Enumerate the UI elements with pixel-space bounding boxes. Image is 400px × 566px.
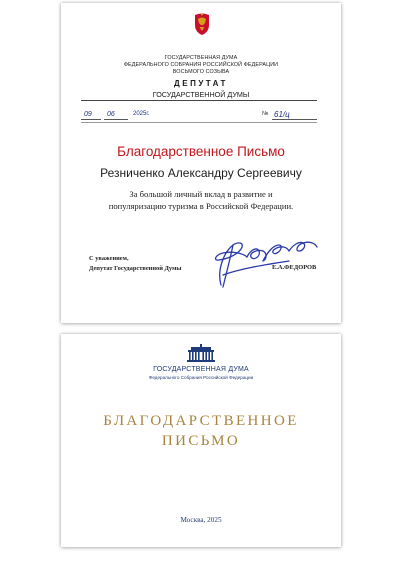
place-and-year: Москва, 2025	[180, 516, 222, 524]
header-divider	[81, 100, 317, 101]
date-day-blank	[81, 119, 101, 120]
signer-name: Е.А.ФЕДОРОВ	[272, 264, 317, 271]
deputy-title: ДЕПУТАТ	[174, 79, 228, 88]
recipient-name: Резниченко Александру Сергеевичу	[100, 166, 302, 180]
institution-subtitle: Федерального Собрания Российской Федерации	[148, 375, 254, 380]
coat-of-arms-emblem	[192, 12, 212, 36]
closing-block	[89, 254, 181, 274]
number-blank	[272, 119, 317, 120]
document-number: 61/ц	[274, 110, 290, 119]
number-prefix: №	[262, 111, 269, 117]
cover-title-line1: БЛАГОДАРСТВЕННОЕ	[103, 413, 299, 429]
org-federation-line: ФЕДЕРАЛЬНОГО СОБРАНИЯ РОССИЙСКОЙ ФЕДЕРАЦИИ	[123, 62, 279, 68]
date-year: 2025г.	[133, 111, 150, 117]
letter-body: За большой личный вклад в развитие и популяризацию туризма в Российской Федерации.	[108, 189, 294, 211]
cover-page	[61, 334, 341, 547]
date-divider	[81, 122, 317, 123]
cover-title-line2: ПИСЬМО	[161, 433, 241, 449]
institution-name: ГОСУДАРСТВЕННАЯ ДУМА	[153, 366, 249, 373]
date-number-row	[81, 111, 317, 121]
closing-position: Депутат Государственной Думы	[89, 265, 182, 272]
org-name-line: ГОСУДАРСТВЕННАЯ ДУМА	[164, 55, 238, 61]
date-day: 09	[84, 111, 92, 118]
duma-building-icon	[185, 344, 217, 363]
date-month: 06	[107, 111, 115, 118]
letter-title: Благодарственное Письмо	[117, 144, 285, 159]
org-convocation-line: ВОСЬМОГО СОЗЫВА	[172, 69, 230, 75]
handwritten-signature	[193, 231, 333, 291]
letter-page	[61, 3, 341, 323]
deputy-subtitle: ГОСУДАРСТВЕННОЙ ДУМЫ	[152, 90, 250, 99]
date-month-blank	[104, 119, 128, 120]
closing-regards: С уважением,	[89, 255, 129, 262]
